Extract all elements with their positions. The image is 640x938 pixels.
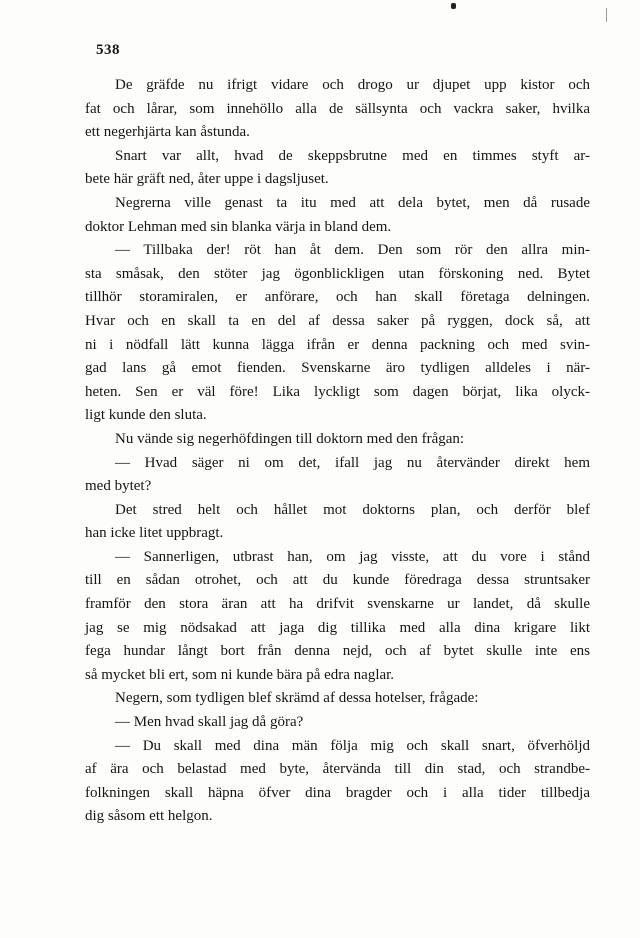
text-line: — Sannerligen, utbrast han, om jag visste, att du vore i stånd [115, 548, 590, 565]
body-text [85, 74, 590, 829]
text-line: jag se mig nödsakad att jaga dig tillika med alla dina krigare likt [85, 619, 590, 636]
text-line: så mycket bli ert, som ni kunde bära på edra naglar. [85, 666, 395, 683]
scan-speck [451, 3, 456, 9]
text-line: ett negerhjärta kan åstunda. [85, 124, 250, 141]
text-line: — Tillbaka der! röt han åt dem. Den som rör den allra min- [115, 242, 590, 259]
text-line: heten. Sen er väl före! Lika lyckligt som dagen börjat, lika olyck- [85, 383, 590, 400]
scan-edge-mark [606, 8, 607, 22]
text-line: gad lans gå emot fienden. Svenskarne äro tydligen alldeles i när- [85, 360, 590, 377]
paragraph [85, 145, 590, 192]
text-line: — Men hvad skall jag då göra? [115, 714, 304, 731]
text-line: Hvar och en skall ta en del af dessa saker på ryggen, dock så, att [85, 312, 590, 329]
text-line: med bytet? [85, 478, 152, 495]
text-line: tillhör storamiralen, er anförare, och han skall företaga delningen. [85, 289, 590, 306]
paragraph [85, 239, 590, 428]
paragraph [85, 192, 590, 239]
paragraph [85, 735, 590, 829]
text-line: ligt kunde den sluta. [85, 407, 207, 424]
text-line: Det stred helt och hållet mot doktorns plan, och derför blef [115, 501, 590, 518]
text-line: Nu vände sig negerhöfdingen till doktorn med den frågan: [115, 430, 465, 447]
text-line: doktor Lehman med sin blanka värja in bland dem. [85, 218, 392, 235]
text-line: De gräfde nu ifrigt vidare och drogo ur djupet upp kistor och [115, 77, 590, 93]
paragraph [85, 74, 590, 145]
paragraph [85, 499, 590, 546]
text-line: Negern, som tydligen blef skrämd af dessa hotelser, frågade: [115, 690, 479, 707]
text-line: framför den stora äran att ha drifvit svenskarne ur landet, då skulle [85, 596, 590, 613]
text-line: fat och lårar, som innehöllo alla de sällsynta och vackra saker, hvilka [85, 100, 590, 117]
text-line: Snart var allt, hvad de skeppsbrutne med en timmes styft ar- [115, 147, 590, 164]
text-line: sta småsak, den stöter jag ögonblickligen utan förskoning ned. Bytet [85, 265, 590, 282]
paragraph [85, 711, 590, 735]
page-number: 538 [96, 42, 120, 58]
text-line: af ära och belastad med byte, återvända till din stad, och strandbe- [85, 761, 590, 778]
text-line: han icke litet uppbragt. [85, 525, 224, 542]
text-line: folkningen skall häpna öfver dina bragder och i alla tider tillbedja [85, 784, 590, 801]
text-line: dig såsom ett helgon. [85, 808, 213, 825]
text-line: ni i nödfall lätt kunna lägga ifrån er denna packning och med svin- [85, 336, 590, 353]
text-line: till en sådan otrohet, och att du kunde föredraga dessa struntsaker [85, 572, 590, 589]
paragraph [85, 452, 590, 499]
text-line: fega hundar långt bort från denna nejd, och af bytet skulle inte ens [85, 643, 590, 660]
text-line: Negrerna ville genast ta itu med att dela bytet, men då rusade [115, 194, 590, 211]
paragraph [85, 546, 590, 688]
paragraph [85, 687, 590, 711]
text-line: — Du skall med dina män följa mig och skall snart, öfverhöljd [115, 737, 590, 754]
text-line: — Hvad säger ni om det, ifall jag nu återvänder direkt hem [115, 454, 590, 471]
paragraph [85, 428, 590, 452]
text-line: bete här gräft ned, åter uppe i dagsljuset. [85, 171, 329, 188]
